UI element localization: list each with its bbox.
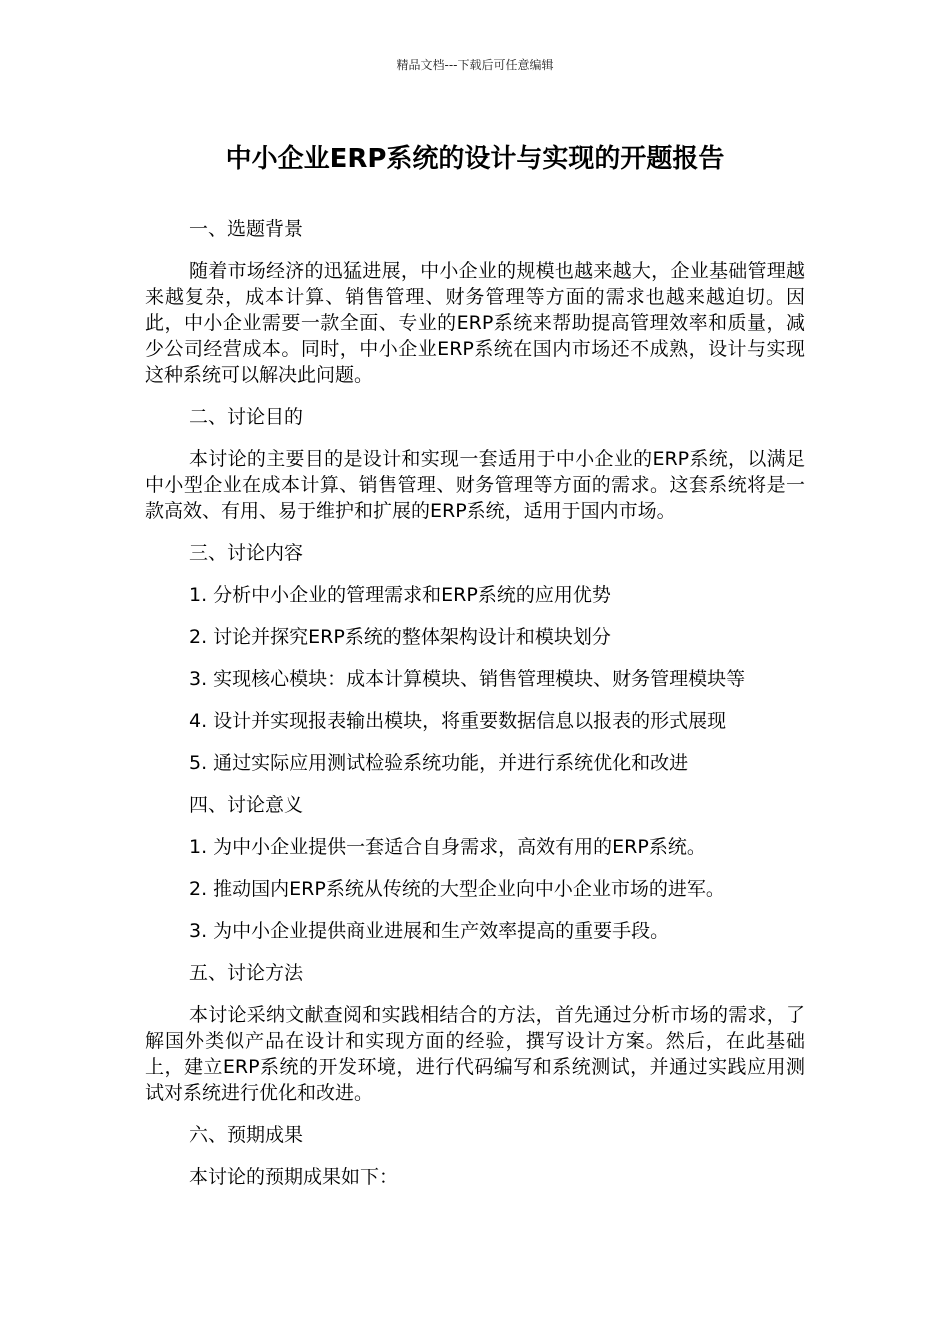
section-heading-purpose: 二、讨论目的 <box>189 406 304 428</box>
list-item: 5. 通过实际应用测试检验系统功能，并进行系统优化和改进 <box>189 752 689 774</box>
section-heading-expected-results: 六、预期成果 <box>189 1124 304 1146</box>
section-heading-content: 三、讨论内容 <box>189 542 304 564</box>
list-item: 3. 实现核心模块：成本计算模块、销售管理模块、财务管理模块等 <box>189 668 746 690</box>
paragraph-background: 随着市场经济的迅猛进展，中小企业的规模也越来越大，企业基础管理越来越复杂，成本计算、销售管理、财务管理等方面的需求也越来越迫切。因此，中小企业需要一款全面、专业的ERP系统来帮助提高管理效率和质量，减少公司经营成本。同时，中小企业ERP系统在国内市场还不成熟，设计与实现这种系统可以解决此问题。 <box>145 260 805 386</box>
paragraph-method: 本讨论采纳文献查阅和实践相结合的方法，首先通过分析市场的需求，了解国外类似产品在设计和实现方面的经验，撰写设计方案。然后，在此基础上，建立ERP系统的开发环境，进行代码编写和系统测试，并通过实践应用测试对系统进行优化和改进。 <box>145 1004 805 1104</box>
list-item: 4. 设计并实现报表输出模块，将重要数据信息以报表的形式展现 <box>189 710 727 732</box>
section-heading-significance: 四、讨论意义 <box>189 794 304 816</box>
list-item: 2. 讨论并探究ERP系统的整体架构设计和模块划分 <box>189 626 611 648</box>
paragraph-expected-results: 本讨论的预期成果如下： <box>189 1166 399 1188</box>
section-heading-background: 一、选题背景 <box>189 218 304 240</box>
document-title: 中小企业ERP系统的设计与实现的开题报告 <box>225 144 725 174</box>
list-item: 2. 推动国内ERP系统从传统的大型企业向中小企业市场的进军。 <box>189 878 725 900</box>
list-item: 1. 分析中小企业的管理需求和ERP系统的应用优势 <box>189 584 611 606</box>
section-heading-method: 五、讨论方法 <box>189 962 304 984</box>
paragraph-purpose: 本讨论的主要目的是设计和实现一套适用于中小企业的ERP系统，以满足中小型企业在成本计算、销售管理、财务管理等方面的需求。这套系统将是一款高效、有用、易于维护和扩展的ERP系统，适用于国内市场。 <box>145 448 805 522</box>
document-body <box>145 216 805 1206</box>
list-item: 3. 为中小企业提供商业进展和生产效率提高的重要手段。 <box>189 920 670 942</box>
list-item: 1. 为中小企业提供一套适合自身需求，高效有用的ERP系统。 <box>189 836 706 858</box>
header-note: 精品文档---下载后可任意编辑 <box>396 58 554 72</box>
